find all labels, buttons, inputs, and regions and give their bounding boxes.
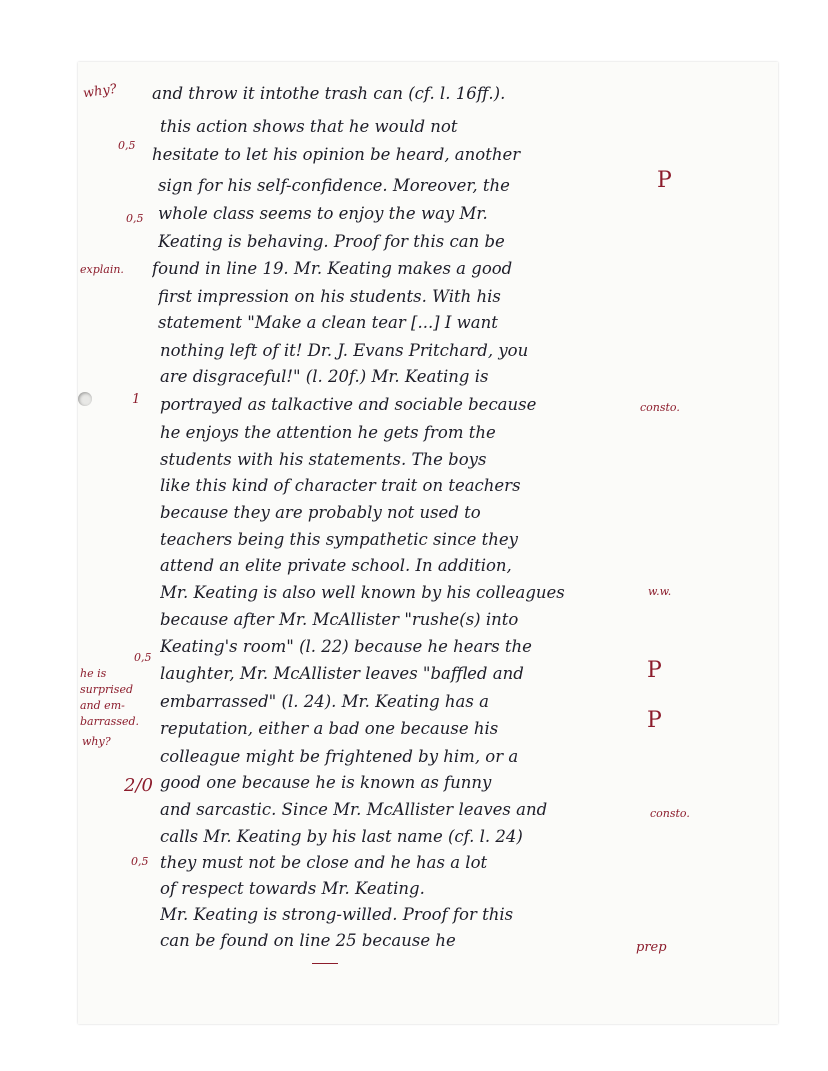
text-line-22: laughter, Mr. McAllister leaves "baffled and — [160, 664, 524, 683]
margin-note-and-em: and em- — [80, 699, 125, 712]
text-line-14: students with his statements. The boys — [160, 450, 487, 469]
text-line-25: colleague might be frightened by him, or a — [160, 747, 519, 766]
right-note-consto-2: consto. — [650, 807, 690, 820]
text-line-24: reputation, either a bad one because his — [160, 719, 499, 738]
right-note-p-1: P — [657, 168, 672, 193]
right-note-prep: prep — [636, 940, 667, 955]
text-line-32: can be found on line 25 because he — [160, 931, 456, 950]
text-line-30: of respect towards Mr. Keating. — [160, 879, 425, 898]
text-line-1: and throw it intothe trash can (cf. l. 16ff.). — [152, 84, 506, 103]
margin-note-he-is: he is — [80, 667, 107, 680]
text-line-15: like this kind of character trait on teachers — [160, 476, 521, 495]
text-line-29: they must not be close and he has a lot — [160, 853, 488, 872]
red-underline — [312, 963, 338, 964]
margin-note-explain: explain. — [80, 263, 124, 276]
margin-note-why: why? — [82, 81, 118, 102]
margin-score-5: 0,5 — [131, 855, 149, 868]
right-note-consto-1: consto. — [640, 401, 680, 414]
margin-fraction: 2/0 — [124, 775, 153, 796]
right-note-p-3: P — [647, 708, 662, 733]
margin-note-why-2: why? — [82, 735, 111, 748]
text-line-16: because they are probably not used to — [160, 503, 481, 522]
margin-note-surprised: surprised — [80, 683, 134, 696]
text-line-7: found in line 19. Mr. Keating makes a good — [152, 259, 513, 278]
text-line-13: he enjoys the attention he gets from the — [160, 423, 496, 442]
margin-score-1: 0,5 — [118, 139, 136, 152]
text-line-4: sign for his self-confidence. Moreover, the — [158, 176, 510, 195]
text-line-9: statement "Make a clean tear [...] I want — [158, 313, 498, 332]
text-line-8: first impression on his students. With his — [158, 287, 501, 306]
text-line-5: whole class seems to enjoy the way Mr. — [158, 204, 488, 223]
text-line-20: because after Mr. McAllister "rushe(s) into — [160, 610, 519, 629]
margin-score-3: 1 — [132, 392, 141, 407]
right-note-p-2: P — [647, 658, 662, 683]
text-line-27: and sarcastic. Since Mr. McAllister leaves and — [160, 800, 548, 819]
text-line-2: this action shows that he would not — [160, 117, 458, 136]
margin-score-4: 0,5 — [134, 651, 152, 664]
text-line-18: attend an elite private school. In addition, — [160, 556, 512, 575]
text-line-19: Mr. Keating is also well known by his colleagues — [160, 583, 565, 602]
margin-score-2: 0,5 — [126, 212, 144, 225]
text-line-21: Keating's room" (l. 22) because he hears the — [160, 637, 532, 656]
text-line-3: hesitate to let his opinion be heard, another — [152, 145, 521, 164]
punch-hole — [78, 392, 92, 406]
text-line-10: nothing left of it! Dr. J. Evans Pritchard, you — [160, 341, 529, 360]
margin-note-barrassed: barrassed. — [80, 715, 140, 728]
text-line-28: calls Mr. Keating by his last name (cf. l. 24) — [160, 827, 523, 846]
right-note-ww: w.w. — [648, 585, 672, 598]
text-line-31: Mr. Keating is strong-willed. Proof for this — [160, 905, 514, 924]
text-line-6: Keating is behaving. Proof for this can be — [158, 232, 505, 251]
text-line-26: good one because he is known as funny — [160, 773, 492, 792]
text-line-11: are disgraceful!" (l. 20f.) Mr. Keating is — [160, 367, 489, 386]
text-line-23: embarrassed" (l. 24). Mr. Keating has a — [160, 692, 489, 711]
text-line-12: portrayed as talkactive and sociable because — [160, 395, 537, 414]
text-line-17: teachers being this sympathetic since they — [160, 530, 518, 549]
